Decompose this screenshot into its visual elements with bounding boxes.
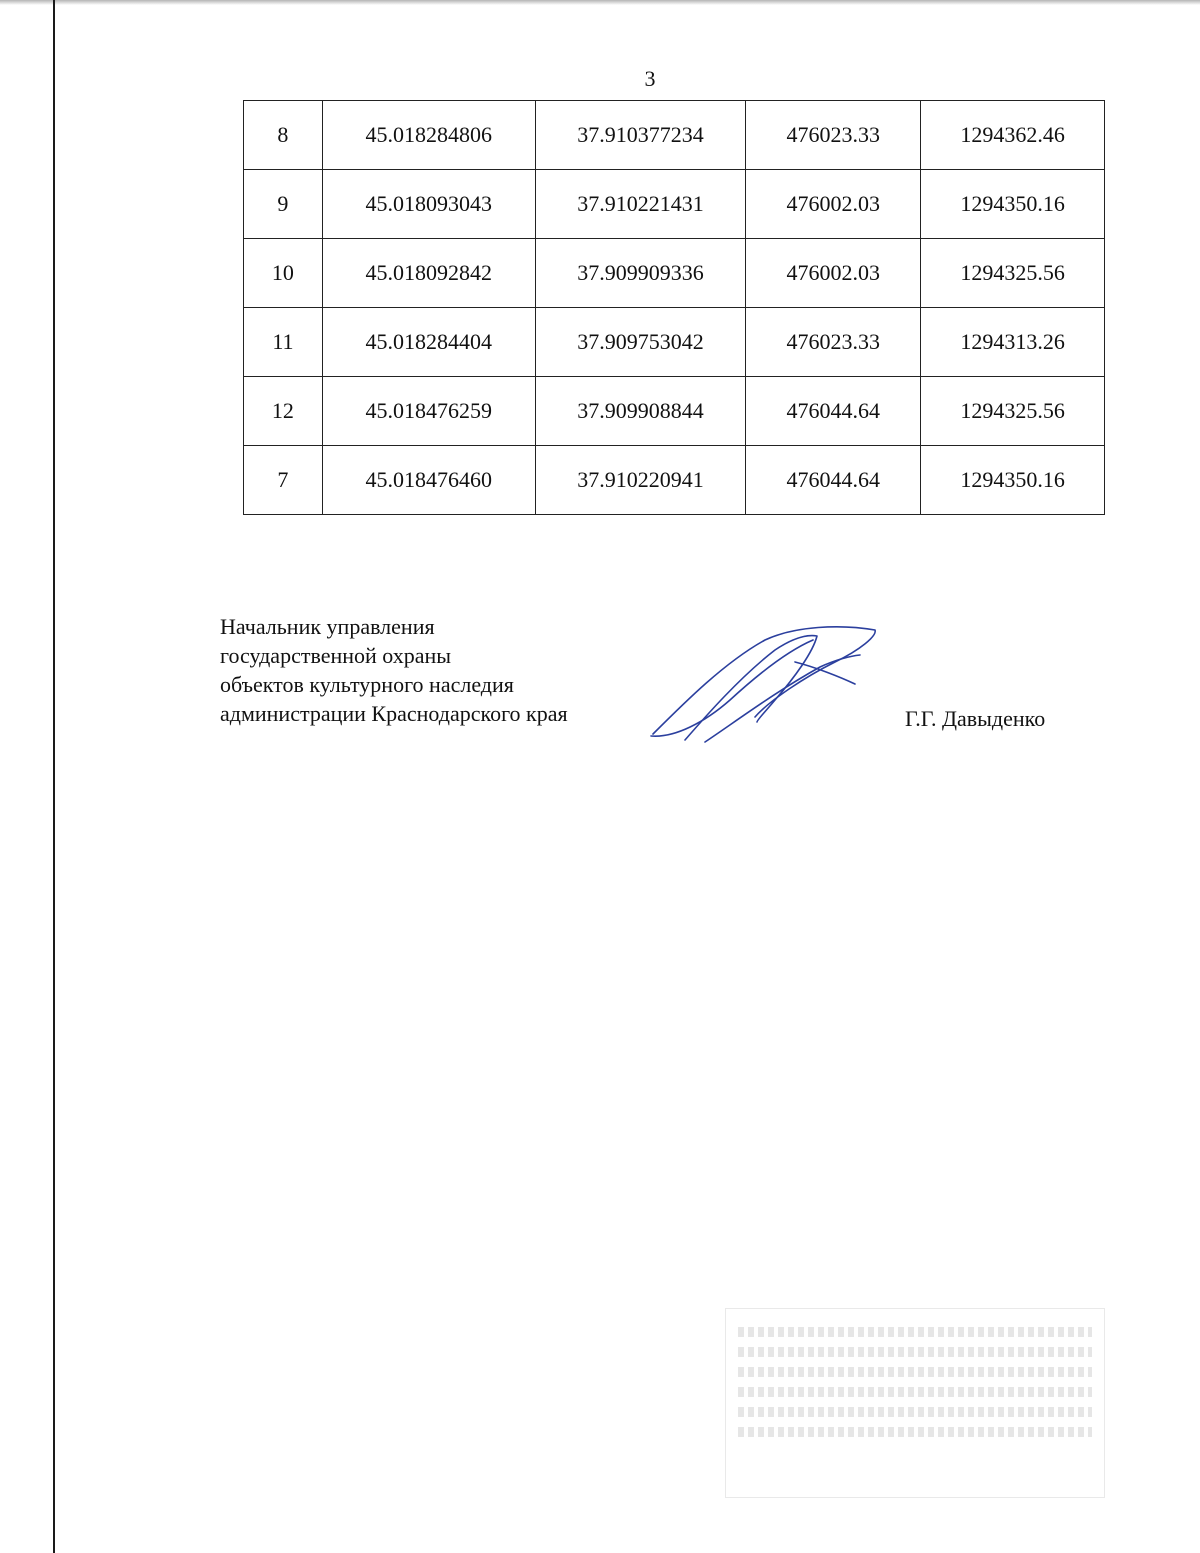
table-cell: 45.018284404 bbox=[322, 308, 535, 377]
table-cell: 476002.03 bbox=[746, 170, 921, 239]
table-cell: 8 bbox=[244, 101, 323, 170]
table-cell: 1294350.16 bbox=[921, 170, 1105, 239]
signer-title bbox=[220, 612, 568, 728]
table-row bbox=[244, 170, 1105, 239]
coordinates-table bbox=[243, 100, 1105, 515]
faded-stamp bbox=[725, 1308, 1105, 1498]
table-cell: 1294362.46 bbox=[921, 101, 1105, 170]
table-cell: 476023.33 bbox=[746, 308, 921, 377]
signer-name: Г.Г. Давыденко bbox=[905, 706, 1046, 731]
table-cell: 476023.33 bbox=[746, 101, 921, 170]
stamp-line bbox=[738, 1407, 1092, 1417]
table-cell: 11 bbox=[244, 308, 323, 377]
table-cell: 37.909909336 bbox=[535, 239, 746, 308]
table-cell: 37.910220941 bbox=[535, 446, 746, 515]
table-cell: 1294325.56 bbox=[921, 239, 1105, 308]
table-cell: 45.018476259 bbox=[322, 377, 535, 446]
signer-title-line: государственной охраны bbox=[220, 643, 452, 668]
table-cell: 476044.64 bbox=[746, 377, 921, 446]
table-cell: 45.018476460 bbox=[322, 446, 535, 515]
table-row bbox=[244, 308, 1105, 377]
stamp-line bbox=[738, 1367, 1092, 1377]
table-row bbox=[244, 239, 1105, 308]
handwritten-signature bbox=[645, 622, 885, 747]
table-cell: 1294325.56 bbox=[921, 377, 1105, 446]
table-cell: 10 bbox=[244, 239, 323, 308]
table-cell: 45.018092842 bbox=[322, 239, 535, 308]
signer-title-line: Начальник управления bbox=[220, 614, 435, 639]
table-cell: 45.018093043 bbox=[322, 170, 535, 239]
table-cell: 476002.03 bbox=[746, 239, 921, 308]
table-row bbox=[244, 101, 1105, 170]
stamp-line bbox=[738, 1327, 1092, 1337]
table-cell: 37.909908844 bbox=[535, 377, 746, 446]
stamp-line bbox=[738, 1387, 1092, 1397]
scan-left-edge bbox=[53, 0, 55, 1553]
page-number: 3 bbox=[644, 66, 656, 91]
signer-title-line: администрации Краснодарского края bbox=[220, 701, 568, 726]
table-cell: 1294313.26 bbox=[921, 308, 1105, 377]
stamp-line bbox=[738, 1347, 1092, 1357]
scan-top-shadow bbox=[0, 0, 1200, 5]
signer-title-line: объектов культурного наследия bbox=[220, 672, 514, 697]
table-row bbox=[244, 377, 1105, 446]
stamp-line bbox=[738, 1427, 1092, 1437]
table-cell: 1294350.16 bbox=[921, 446, 1105, 515]
table-cell: 9 bbox=[244, 170, 323, 239]
signature-strokes bbox=[651, 627, 875, 742]
table-cell: 12 bbox=[244, 377, 323, 446]
table-cell: 45.018284806 bbox=[322, 101, 535, 170]
table-cell: 476044.64 bbox=[746, 446, 921, 515]
table-cell: 37.910221431 bbox=[535, 170, 746, 239]
table-cell: 7 bbox=[244, 446, 323, 515]
table-cell: 37.910377234 bbox=[535, 101, 746, 170]
table-row bbox=[244, 446, 1105, 515]
table-cell: 37.909753042 bbox=[535, 308, 746, 377]
